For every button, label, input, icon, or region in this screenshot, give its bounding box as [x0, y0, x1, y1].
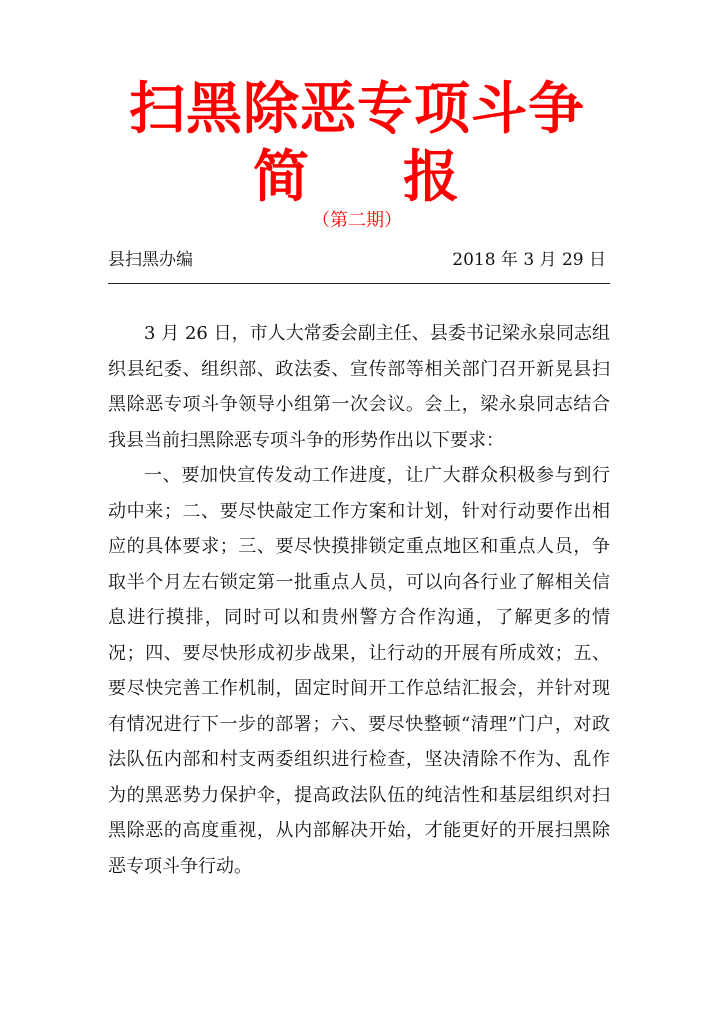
- body-paragraph-2: 一、要加快宣传发动工作进度，让广大群众积极参与到行动中来；二、要尽快敲定工作方案和计划，针对行动要作出相应的具体要求；三、要尽快摸排锁定重点地区和重点人员，争取半个月左右锁定第一批重点人员，可以向各行业了解相关信息进行摸排，同时可以和贵州警方合作沟通，了解更多的情况；四、要尽快形成初步战果，让行动的开展有所成效；五、要尽快完善工作机制，固定时间开工作总结汇报会，并针对现有情况进行下一步的部署；六、要尽快整顿“清理”门户，对政法队伍内部和村支两委组织进行检查，坚决清除不作为、乱作为的黑恶势力保护伞，提高政法队伍的纯洁性和基层组织对扫黑除恶的高度重视，从内部解决开始，才能更好的开展扫黑除恶专项斗争行动。: [108, 465, 610, 877]
- header-divider: [108, 283, 610, 284]
- issue-number: （第二期）: [312, 210, 402, 231]
- bulletin-subtitle-char-1: 简: [253, 145, 309, 210]
- bulletin-body: [108, 316, 610, 884]
- publish-date: 2018 年 3 月 29 日: [452, 250, 606, 270]
- editor-label: 县扫黑办编: [108, 250, 193, 270]
- bulletin-title: 扫黑除恶专项斗争: [129, 77, 585, 142]
- body-paragraph-1: 3 月 26 日，市人大常委会副主任、县委书记梁永泉同志组织县纪委、组织部、政法委、宣传部等相关部门召开新晃县扫黑除恶专项斗争领导小组第一次会议。会上，梁永泉同志结合我县当前扫黑除恶专项斗争的形势作出以下要求：: [108, 323, 610, 451]
- bulletin-subtitle-char-2: 报: [403, 145, 459, 210]
